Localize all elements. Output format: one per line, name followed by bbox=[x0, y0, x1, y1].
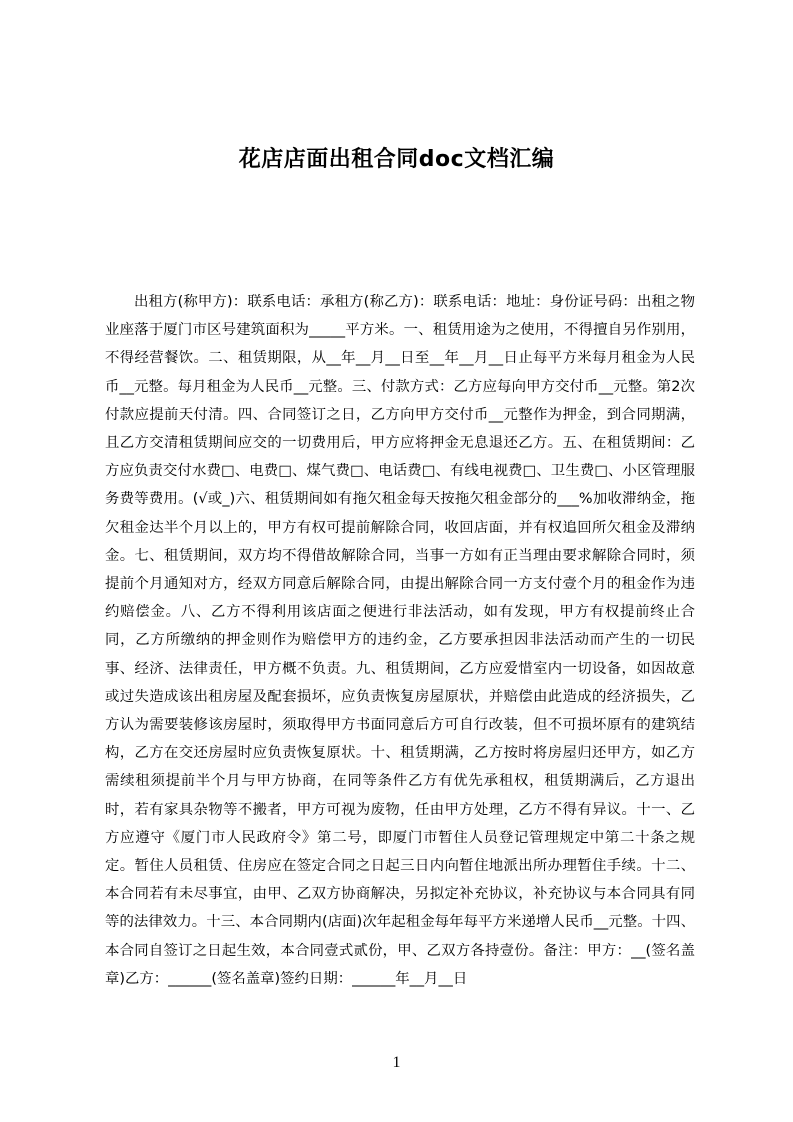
contract-body-paragraph: 出租方(称甲方)：联系电话：承租方(称乙方)：联系电话：地址：身份证号码：出租之物业座落于厦门市区号建筑面积为_____平方米。一、租赁用途为之使用，不得擅自另作别用，不得经营餐饮。二、租赁期限，从__年__月__日至__年__月__日止每平方米每月租金为人民币__元整。每月租金为人民币__元整。三、付款方式：乙方应每向甲方交付币__元整。第2次付款应提前天付清。四、合同签订之日，乙方向甲方交付币__元整作为押金，到合同期满，且乙方交清租赁期间应交的一切费用后，甲方应将押金无息退还乙方。五、在租赁期间：乙方应负责交付水费□、电费□、煤气费□、电话费□、有线电视费□、卫生费□、小区管理服务费等费用。(√或_)六、租赁期间如有拖欠租金每天按拖欠租金部分的___%加收滞纳金，拖欠租金达半个月以上的，甲方有权可提前解除合同，收回店面，并有权追回所欠租金及滞纳金。七、租赁期间，双方均不得借故解除合同，当事一方如有正当理由要求解除合同时，须提前个月通知对方，经双方同意后解除合同，由提出解除合同一方支付壹个月的租金作为违约赔偿金。八、乙方不得利用该店面之便进行非法活动，如有发现，甲方有权提前终止合同，乙方所缴纳的押金则作为赔偿甲方的违约金，乙方要承担因非法活动而产生的一切民事、经济、法律责任，甲方概不负责。九、租赁期间，乙方应爱惜室内一切设备，如因故意或过失造成该出租房屋及配套损坏，应负责恢复房屋原状，并赔偿由此造成的经济损失，乙方认为需要装修该房屋时，须取得甲方书面同意后方可自行改装，但不可损坏原有的建筑结构，乙方在交还房屋时应负责恢复原状。十、租赁期满，乙方按时将房屋归还甲方，如乙方需续租须提前半个月与甲方协商，在同等条件乙方有优先承租权，租赁期满后，乙方退出时，若有家具杂物等不搬者，甲方可视为废物，任由甲方处理，乙方不得有异议。十一、乙方应遵守《厦门市人民政府令》第二号，即厦门市暂住人员登记管理规定中第二十条之规定。暂住人员租赁、住房应在签定合同之日起三日内向暂住地派出所办理暂住手续。十二、本合同若有未尽事宜，由甲、乙双方协商解决，另拟定补充协议，补充协议与本合同具有同等的法律效力。十三、本合同期内(店面)次年起租金每年每平方米递增人民币__元整。十四、本合同自签订之日起生效，本合同壹式贰份，甲、乙双方各持壹份。备注：甲方：__(签名盖章)乙方：______(签名盖章)签约日期：______年__月__日 bbox=[105, 294, 695, 987]
page-number: 1 bbox=[392, 1054, 401, 1071]
document-title: 花店店面出租合同doc文档汇编 bbox=[238, 147, 555, 172]
